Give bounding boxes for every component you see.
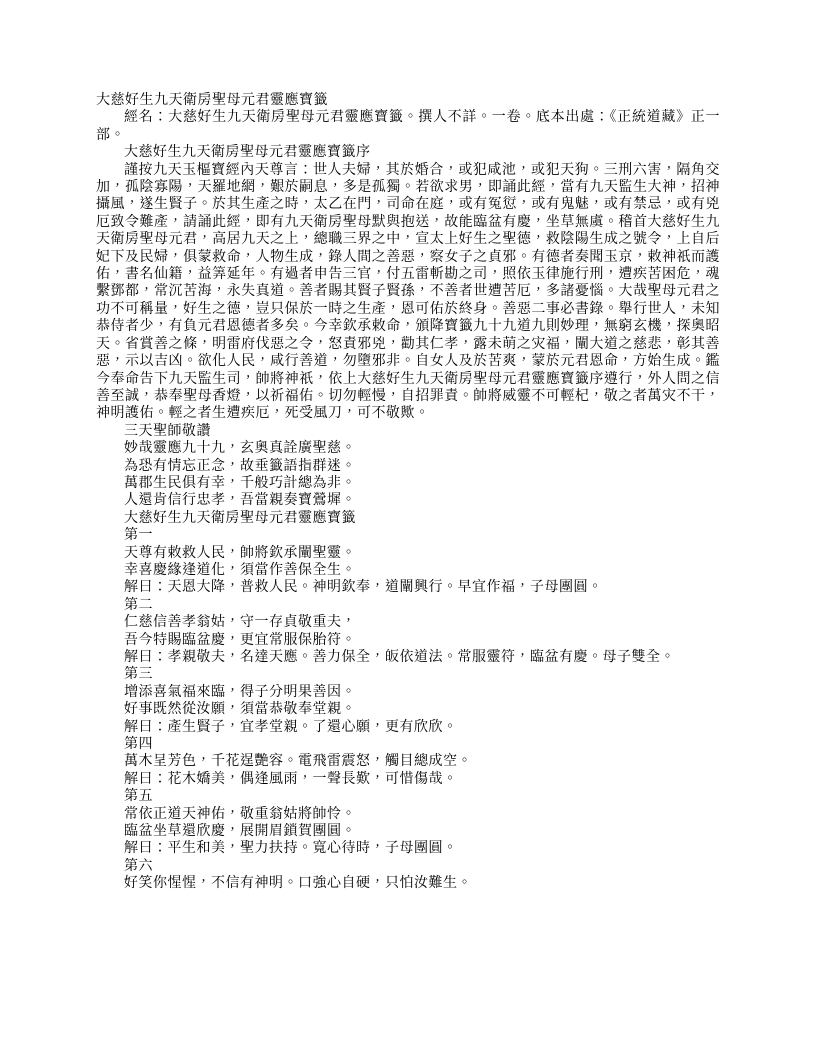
entry-verse-line: 幸喜慶緣逢道化，須當作善保全生。	[124, 561, 356, 578]
hymn-line: 萬郡生民俱有幸，千般巧計總為非。	[124, 474, 356, 491]
entry-number: 第六	[124, 857, 153, 874]
entry-explanation: 解曰：產生賢子，宜孝堂親。了還心願，更有欣欣。	[124, 718, 458, 735]
entry-explanation: 解曰：天恩大降，普救人民。神明欽奉，道闡興行。早宜作福，子母團圓。	[124, 579, 603, 596]
entry-explanation: 解曰：平生和美，聖力扶持。寬心待時，子母團圓。	[124, 840, 458, 857]
colophon: 經名：大慈好生九天衛房聖母元君靈應寶籤。撰人不詳。一卷。底本出處：《正統道藏》正一部。	[96, 109, 720, 143]
entry-explanation: 解曰：花木嬌美，偶逢風雨，一聲長歎，可惜傷哉。	[124, 770, 458, 787]
entry-explanation: 解曰：孝親敬夫，名達天應。善力保全，皈依道法。常服靈符，臨盆有慶。母子雙全。	[124, 649, 675, 665]
entry-verse-line: 萬木呈芳色，千花逞艷容。電飛雷震怒，觸目總成空。	[124, 753, 472, 770]
entry-verse-line: 好事既然從汝願，須當恭敬奉堂親。	[124, 701, 356, 718]
hymn-title: 三天聖師敬讚	[124, 422, 211, 439]
entry-verse-line: 天尊有敕救人民，帥將欽承闡聖靈。	[124, 544, 356, 561]
entry-verse-line: 仁慈信善孝翁姑，守一存貞敬重夫，	[124, 614, 356, 631]
preface-title: 大慈好生九天衛房聖母元君靈應寶籤序	[124, 144, 371, 161]
entry-number: 第四	[124, 736, 153, 753]
entry-number: 第一	[124, 527, 153, 544]
preface-text: 謹按九天玉樞寶經內天尊言：世人夫婦，其於婚合，或犯咸池，或犯天狗。三刑六害，隔角交加，孤陰寡陽，天羅地網，艱於嗣息，多是孤獨。若欲求男，即誦此經，當有九天監生大神，招神攝風，遂生賢子。於其生產之時，太乙在門，司命在庭，或有冤愆，或有鬼魅，或有禁忌，或有兇厄致令難產，請誦此經，即有九天衛房聖母默與抱送，故能臨盆有慶，坐草無虞。稽首大慈好生九天衛房聖母元君，高居九天之上，總職三界之中，宣太上好生之聖德，救陰陽生成之號令，上自后妃下及民婦，俱蒙救命，人物生成，錄人間之善惡，察女子之貞邪。有德者奏聞玉京，敕神祇而護佑，書名仙籍，益筭延年。有過者申告三官，付五雷斬勘之司，照依玉律施行刑，遭疾苦困危，魂繫鄧都，常沉苦海，永失真道。善者賜其賢子賢孫，不善者世遭苦厄，多諸憂惱。大哉聖母元君之功不可稱量，好生之德，豈只保於一時之生產，恩可佑於終身。善惡二事必書錄。舉行世人，未知恭侍者少，有負元君恩德者多矣。今幸欽承敕命，頒降寶籤九十九道九則妙理，無窮玄機，探奧昭天。省賞善之條，明雷府伐惡之令，怒責邪兇，勸其仁孝，露未萌之灾福，闡大道之慈悲，彰其善惡，示以吉凶。欲化人民，咸行善道，勿墮邪非。自女人及於苦爽，蒙於元君恩命，方始生成。鑑今奉命告下九天監生司，帥將神祇，依上大慈好生九天衛房聖母元君靈應寶籤序遵行，外人問之信善至誠，恭奉聖母香燈，以祈福佑。切勿輕慢，自招罪責。帥將威靈不可輕杞，敬之者萬灾不干，神明護佑。輕之者生遭疾厄，死受風刀，可不敬歟。	[96, 161, 720, 422]
entry-number: 第五	[124, 788, 153, 805]
hymn-line: 妙哉靈應九十九，玄奧真詮廣聖慈。	[124, 440, 356, 457]
entry-verse-line: 臨盆坐草還欣慶，展開眉鎖賀團圓。	[124, 823, 356, 840]
entry-verse-line: 好笑你惺惺，不信有神明。口強心自硬，只怕汝難生。	[124, 875, 472, 892]
entry-number: 第二	[124, 596, 153, 613]
document-title: 大慈好生九天衛房聖母元君靈應寶籤	[96, 92, 328, 108]
entry-verse-line: 增添喜氣福來臨，得子分明果善因。	[124, 683, 356, 700]
hymn-line: 人還肯信行忠孝，吾當親奏寶鶯墀。	[124, 492, 356, 509]
entry-number: 第三	[124, 666, 153, 683]
main-title: 大慈好生九天衛房聖母元君靈應寶籤	[124, 509, 356, 526]
entry-verse-line: 吾今特賜臨盆慶，更宜常服保胎符。	[124, 631, 356, 648]
entry-verse-line: 常依正道天神佑，敬重翁姑將帥怜。	[124, 805, 356, 822]
hymn-line: 為恐有情忘正念，故垂籤語指群迷。	[124, 457, 356, 474]
